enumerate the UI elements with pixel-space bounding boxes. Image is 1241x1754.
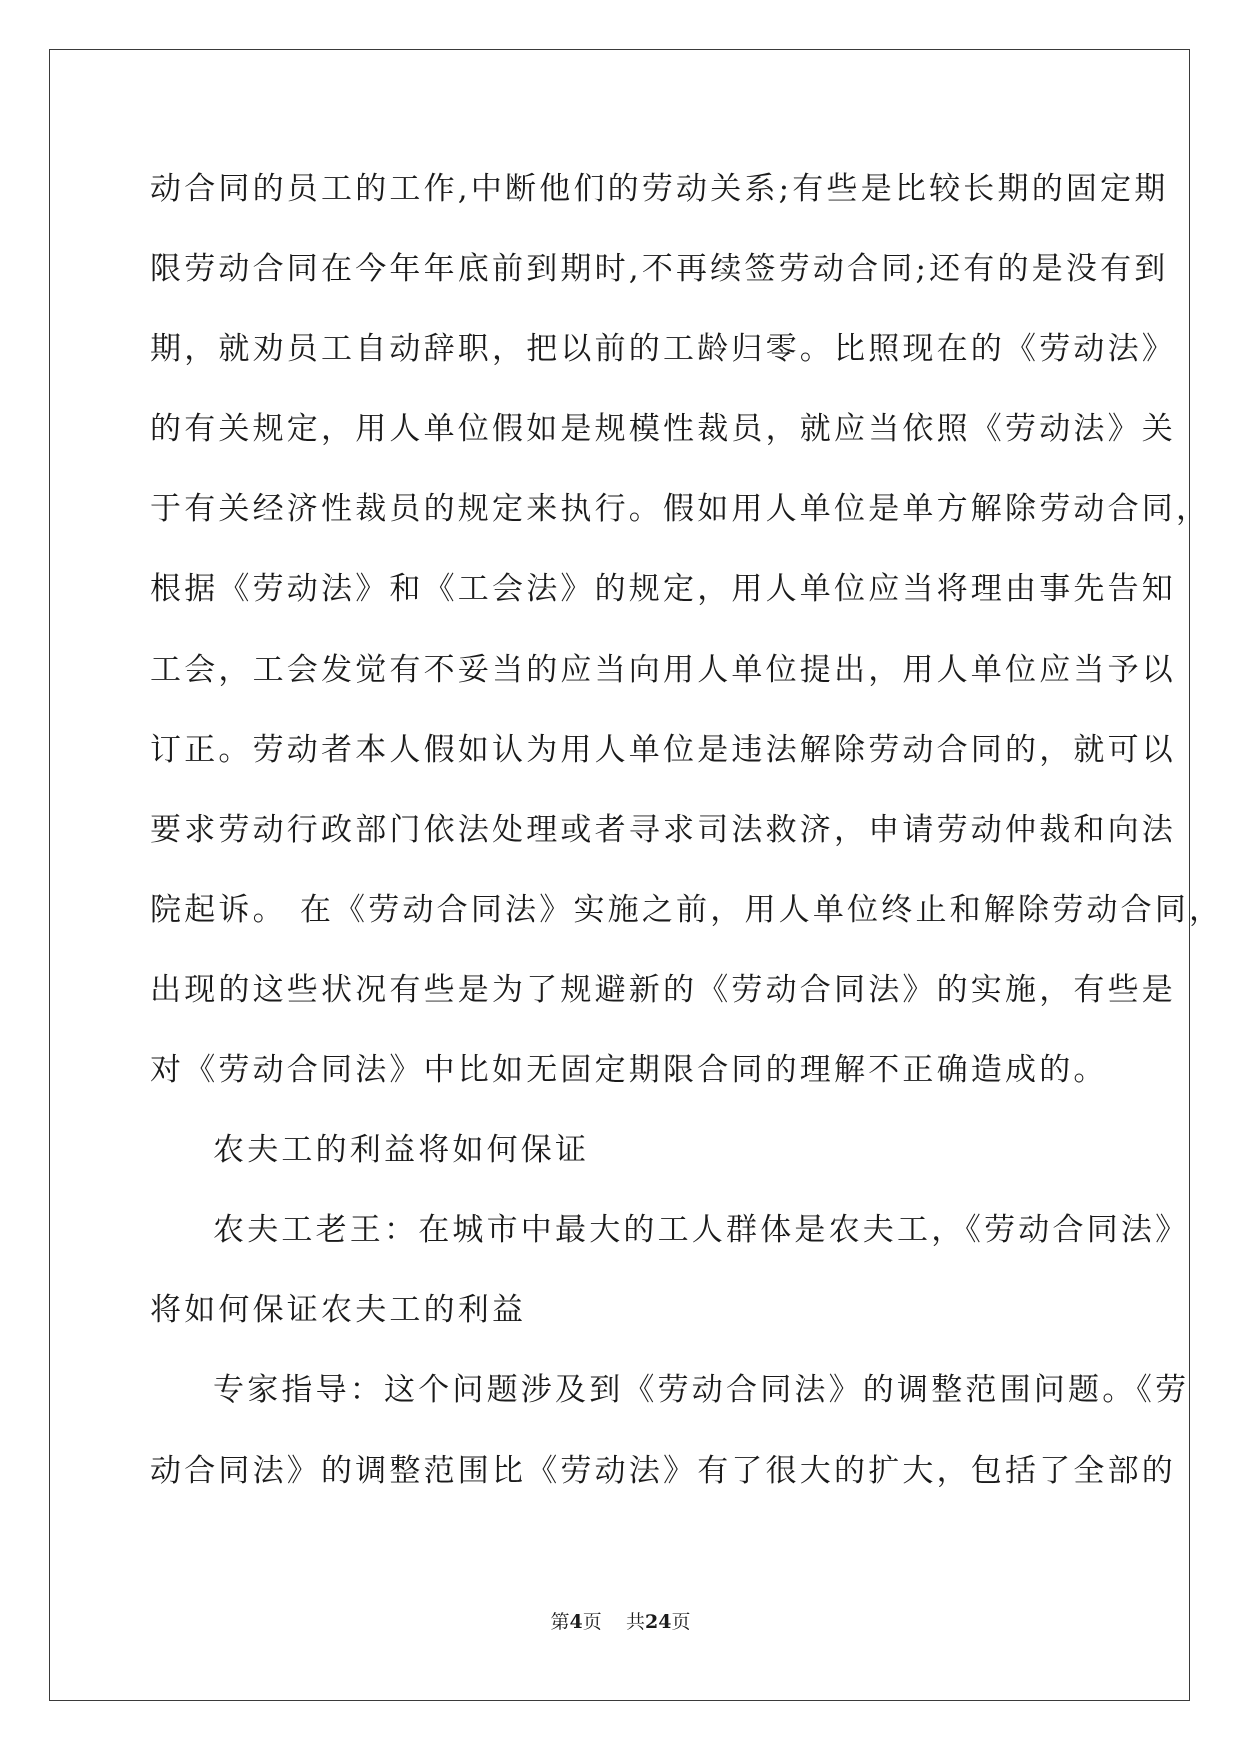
section-heading: 农夫工的利益将如何保证: [213, 1132, 590, 1168]
text-line: 动合同的员工的工作,中断他们的劳动关系;有些是比较长期的固定期: [150, 171, 1169, 207]
text-line: 期，就劝员工自动辞职，把以前的工龄归零。比照现在的《劳动法》: [150, 331, 1176, 367]
text-line: 根据《劳动法》和《工会法》的规定，用人单位应当将理由事先告知: [150, 571, 1176, 607]
text-line: 要求劳动行政部门依法处理或者寻求司法救济，申请劳动仲裁和向法: [150, 812, 1176, 848]
text-line: 订正。劳动者本人假如认为用人单位是违法解除劳动合同的，就可以: [150, 732, 1176, 768]
text-line: 将如何保证农夫工的利益: [150, 1292, 527, 1328]
text-line: 工会，工会发觉有不妥当的应当向用人单位提出，用人单位应当予以: [150, 652, 1176, 688]
text-line: 的有关规定，用人单位假如是规模性裁员，就应当依照《劳动法》关: [150, 411, 1176, 447]
text-line: 出现的这些状况有些是为了规避新的《劳动合同法》的实施，有些是: [150, 972, 1176, 1008]
text-line: 于有关经济性裁员的规定来执行。假如用人单位是单方解除劳动合同，: [150, 491, 1211, 527]
page-prefix: 第: [550, 1611, 570, 1633]
total-prefix: 共: [625, 1611, 645, 1633]
page-footer: [0, 1610, 1241, 1634]
total-suffix: 页: [671, 1611, 691, 1633]
text-line: 农夫工老王：在城市中最大的工人群体是农夫工，《劳动合同法》: [213, 1212, 1190, 1248]
page-suffix: 页: [582, 1611, 602, 1633]
total-pages: 24: [644, 1611, 672, 1633]
text-line: 动合同法》的调整范围比《劳动法》有了很大的扩大，包括了全部的: [150, 1453, 1176, 1489]
page-number: 4: [569, 1611, 583, 1633]
text-line: 院起诉。 在《劳动合同法》实施之前，用人单位终止和解除劳动合同，: [150, 892, 1224, 928]
text-line: 专家指导：这个问题涉及到《劳动合同法》的调整范围问题。《劳: [213, 1372, 1190, 1408]
text-line: 限劳动合同在今年年底前到期时,不再续签劳动合同;还有的是没有到: [150, 251, 1169, 287]
text-line: 对《劳动合同法》中比如无固定期限合同的理解不正确造成的。: [150, 1052, 1108, 1088]
